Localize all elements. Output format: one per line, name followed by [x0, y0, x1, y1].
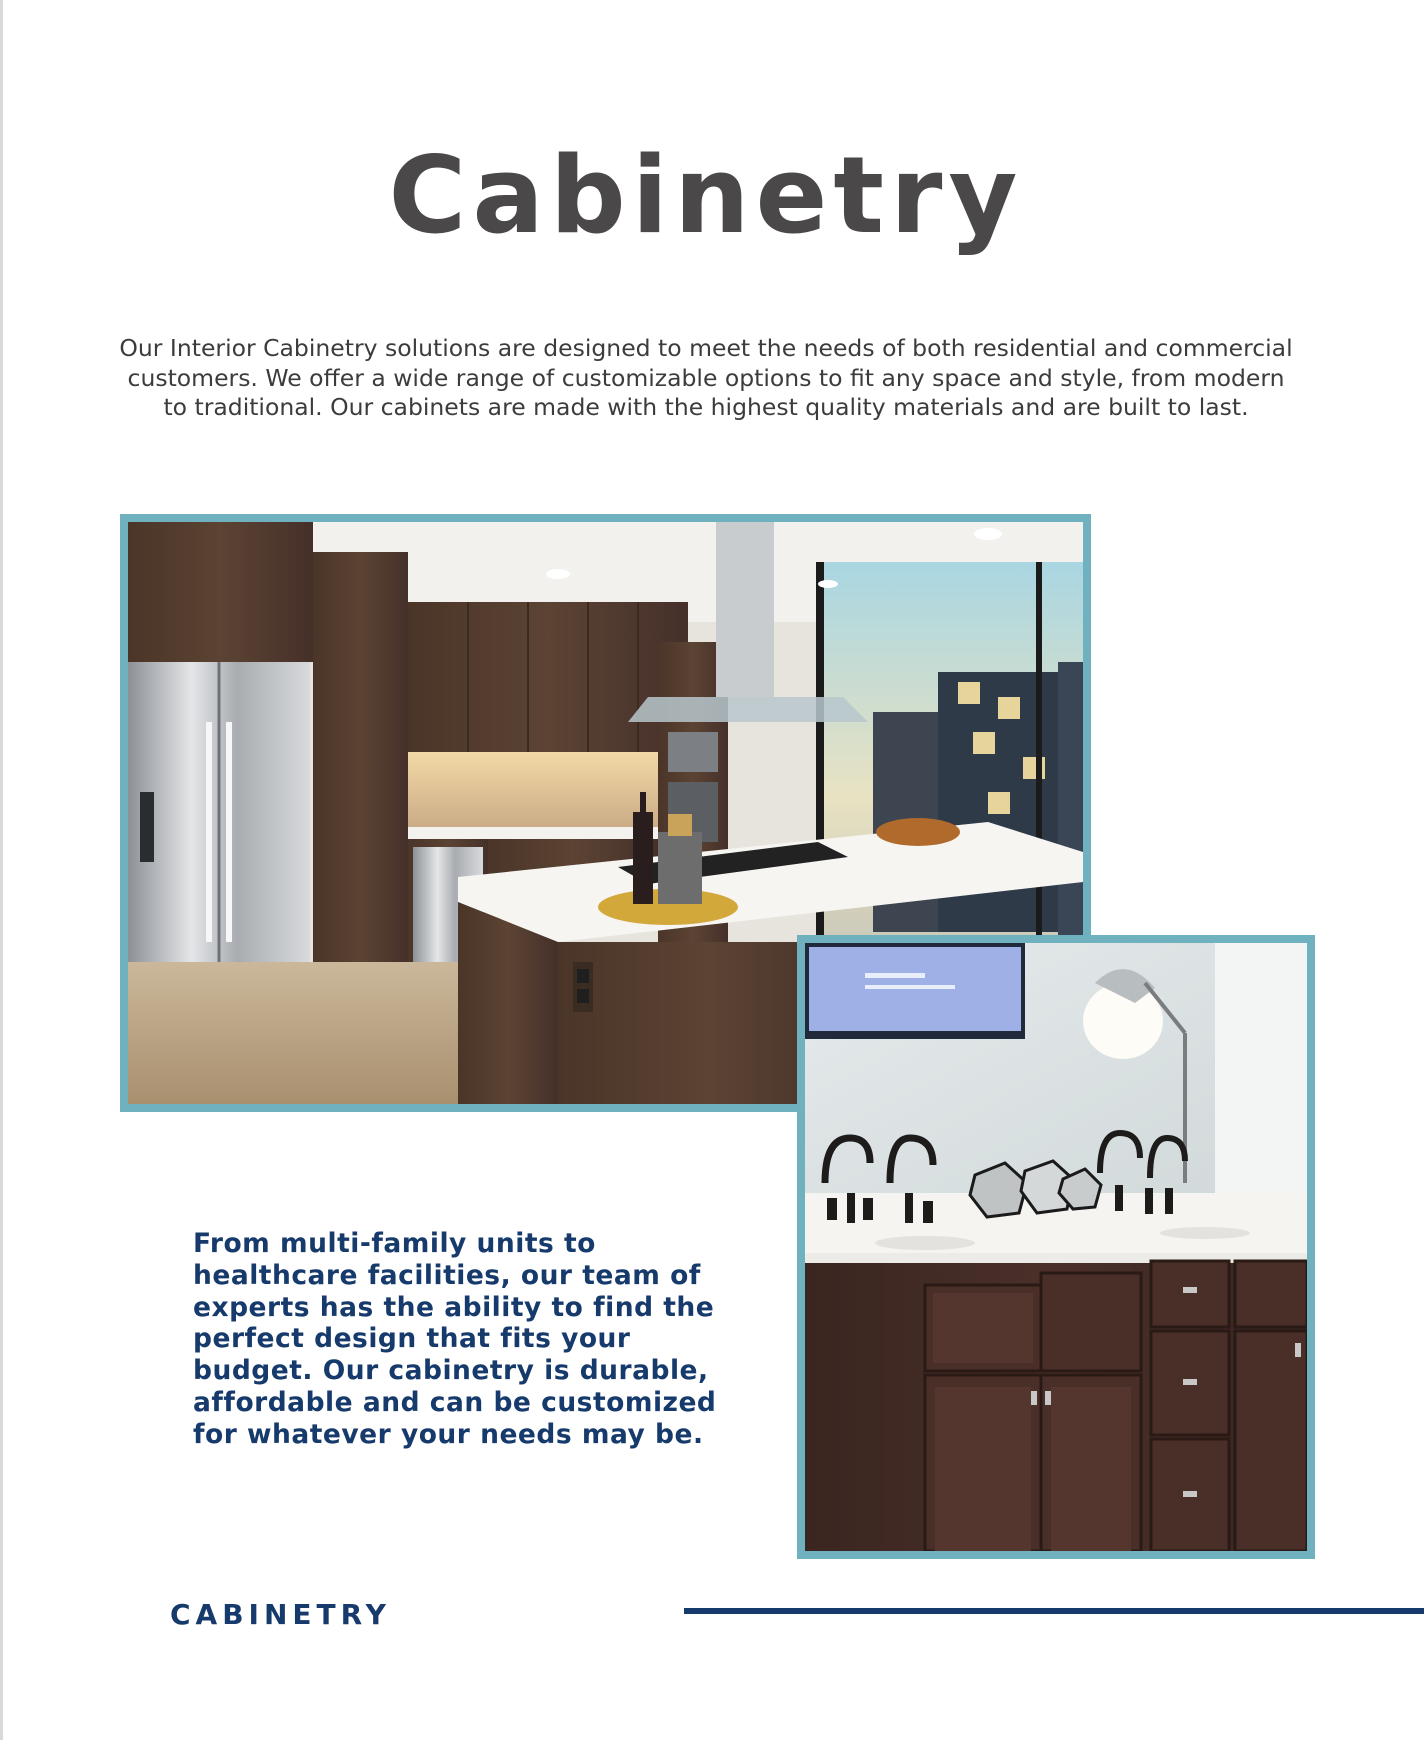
footer-divider — [684, 1608, 1424, 1614]
vanity-photo — [797, 935, 1315, 1559]
page-edge — [0, 0, 3, 1740]
vanity-photo-illustration — [805, 943, 1307, 1551]
footer-section-label: CABINETRY — [170, 1598, 391, 1631]
intro-paragraph: Our Interior Cabinetry solutions are designed to meet the needs of both residential and commercial customers. We offer a wide range of customizable options to fit any space and style, from modern to traditional. Our cabinets are made with the highest quality materials and are built to last. — [119, 334, 1293, 421]
page-title: Cabinetry — [388, 134, 1024, 257]
body-paragraph: From multi-family units to healthcare facilities, our team of experts has the ability to find the perfect design that fits your budget. Our cabinetry is durable, affordable and can be customized for whatever your needs may be. — [193, 1228, 717, 1450]
